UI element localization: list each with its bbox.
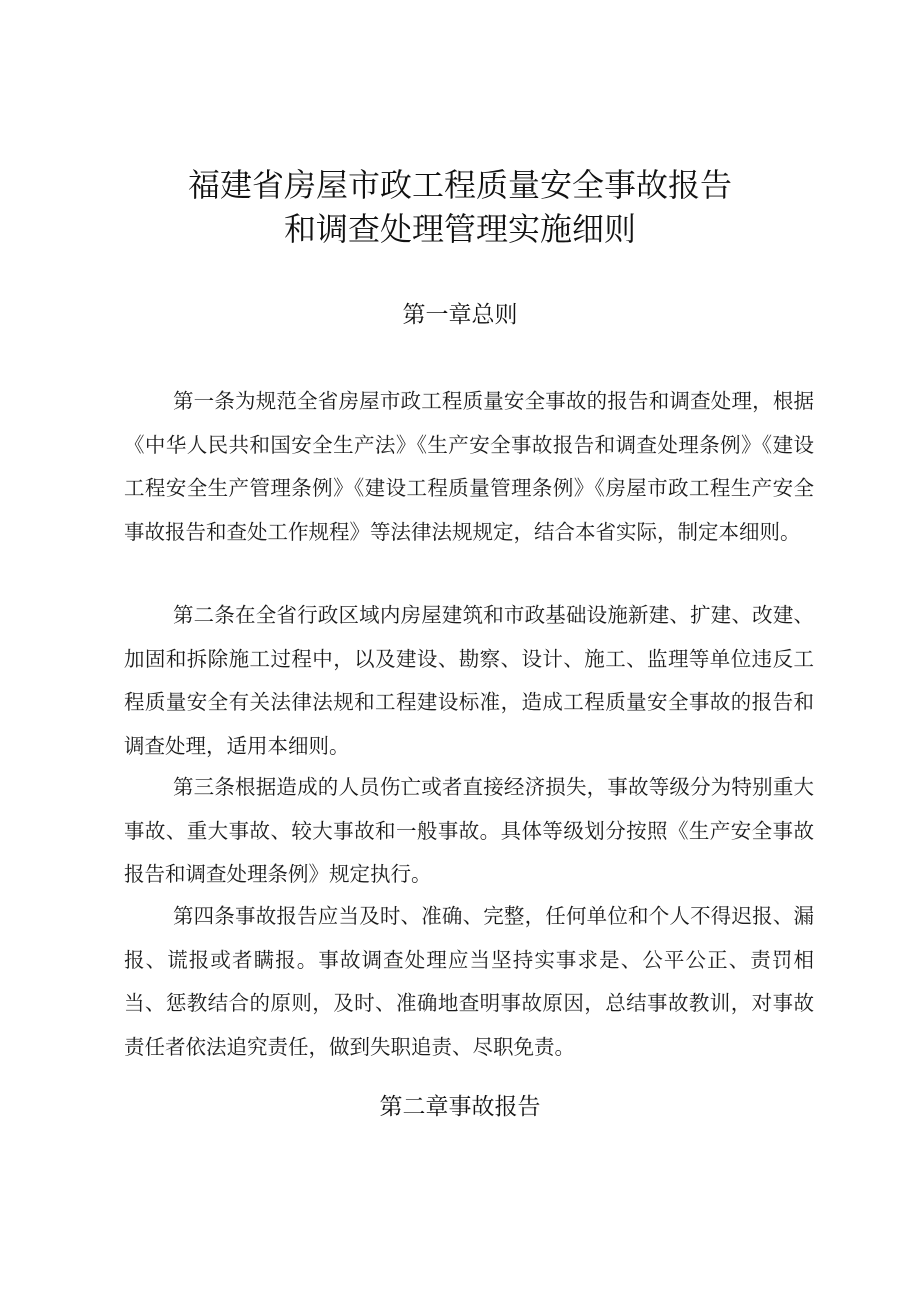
article-4-paragraph: 第四条事故报告应当及时、准确、完整，任何单位和个人不得迟报、漏报、谎报或者瞒报。事故调查处理应当坚持实事求是、公平公正、责罚相当、惩教结合的原则，及时、准确地查明事故原因，总结事故教训，对事故责任者依法追究责任，做到失职追责、尽职免责。 xyxy=(124,904,814,1059)
article-2-paragraph: 第二条在全省行政区域内房屋建筑和市政基础设施新建、扩建、改建、加固和拆除施工过程中，以及建设、勘察、设计、施工、监理等单位违反工程质量安全有关法律法规和工程建设标准，造成工程质量安全事故的报告和调查处理，适用本细则。 xyxy=(124,603,814,758)
chapter-heading-accident-report: 第二章事故报告 xyxy=(379,1094,541,1120)
chapter-heading-general-provisions: 第一章总则 xyxy=(402,302,518,328)
document-title-line-1: 福建省房屋市政工程质量安全事故报告 xyxy=(187,166,732,204)
article-1-paragraph: 第一条为规范全省房屋市政工程质量安全事故的报告和调查处理，根据《中华人民共和国安全生产法》《生产安全事故报告和调查处理条例》《建设工程安全生产管理条例》《建设工程质量管理条例》《房屋市政工程生产安全事故报告和查处工作规程》等法律法规规定，结合本省实际，制定本细则。 xyxy=(124,389,814,544)
document-title-line-2: 和调查处理管理实施细则 xyxy=(283,210,636,248)
article-3-paragraph: 第三条根据造成的人员伤亡或者直接经济损失，事故等级分为特别重大事故、重大事故、较大事故和一般事故。具体等级划分按照《生产安全事故报告和调查处理条例》规定执行。 xyxy=(124,775,814,886)
